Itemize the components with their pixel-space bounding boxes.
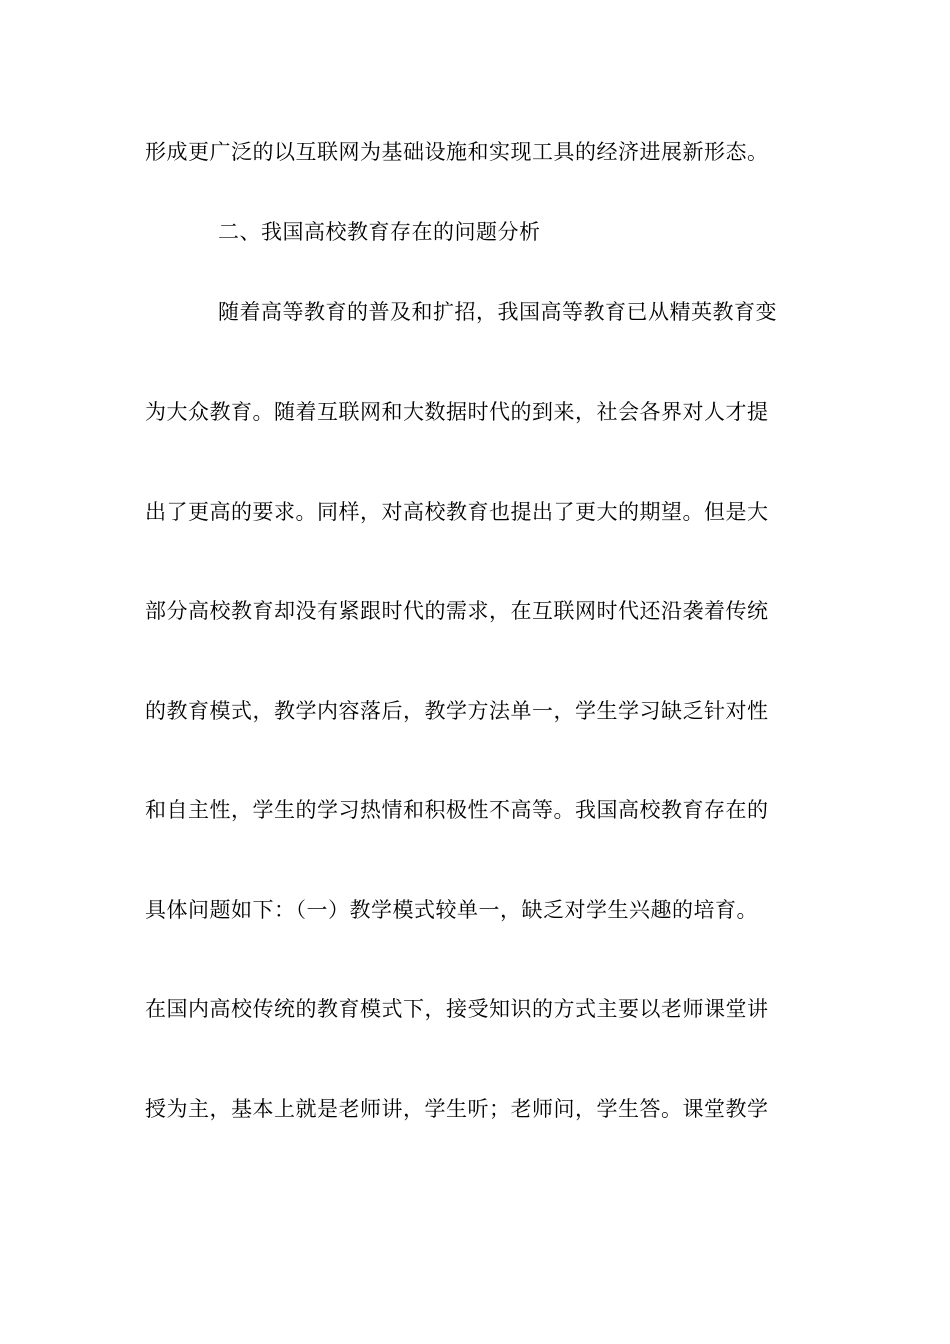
section-heading: 二、我国高校教育存在的问题分析: [218, 220, 541, 244]
paragraph-line: 部分高校教育却没有紧跟时代的需求，在互联网时代还沿袭着传统: [145, 599, 769, 623]
paragraph-line: 在国内高校传统的教育模式下，接受知识的方式主要以老师课堂讲: [145, 997, 769, 1021]
paragraph-line: 形成更广泛的以互联网为基础设施和实现工具的经济进展新形态。: [145, 140, 769, 164]
paragraph-line: 出了更高的要求。同样，对高校教育也提出了更大的期望。但是大: [145, 500, 769, 524]
paragraph-line: 的教育模式，教学内容落后，教学方法单一，学生学习缺乏针对性: [145, 699, 769, 723]
paragraph-line: 和自主性，学生的学习热情和积极性不高等。我国高校教育存在的: [145, 798, 769, 822]
paragraph-line: 为大众教育。随着互联网和大数据时代的到来，社会各界对人才提: [145, 400, 769, 424]
paragraph-line: 授为主，基本上就是老师讲，学生听；老师问，学生答。课堂教学: [145, 1097, 769, 1121]
paragraph-line: 随着高等教育的普及和扩招，我国高等教育已从精英教育变: [218, 300, 777, 324]
paragraph-line: 具体问题如下：（一）教学模式较单一，缺乏对学生兴趣的培育。: [145, 898, 758, 922]
